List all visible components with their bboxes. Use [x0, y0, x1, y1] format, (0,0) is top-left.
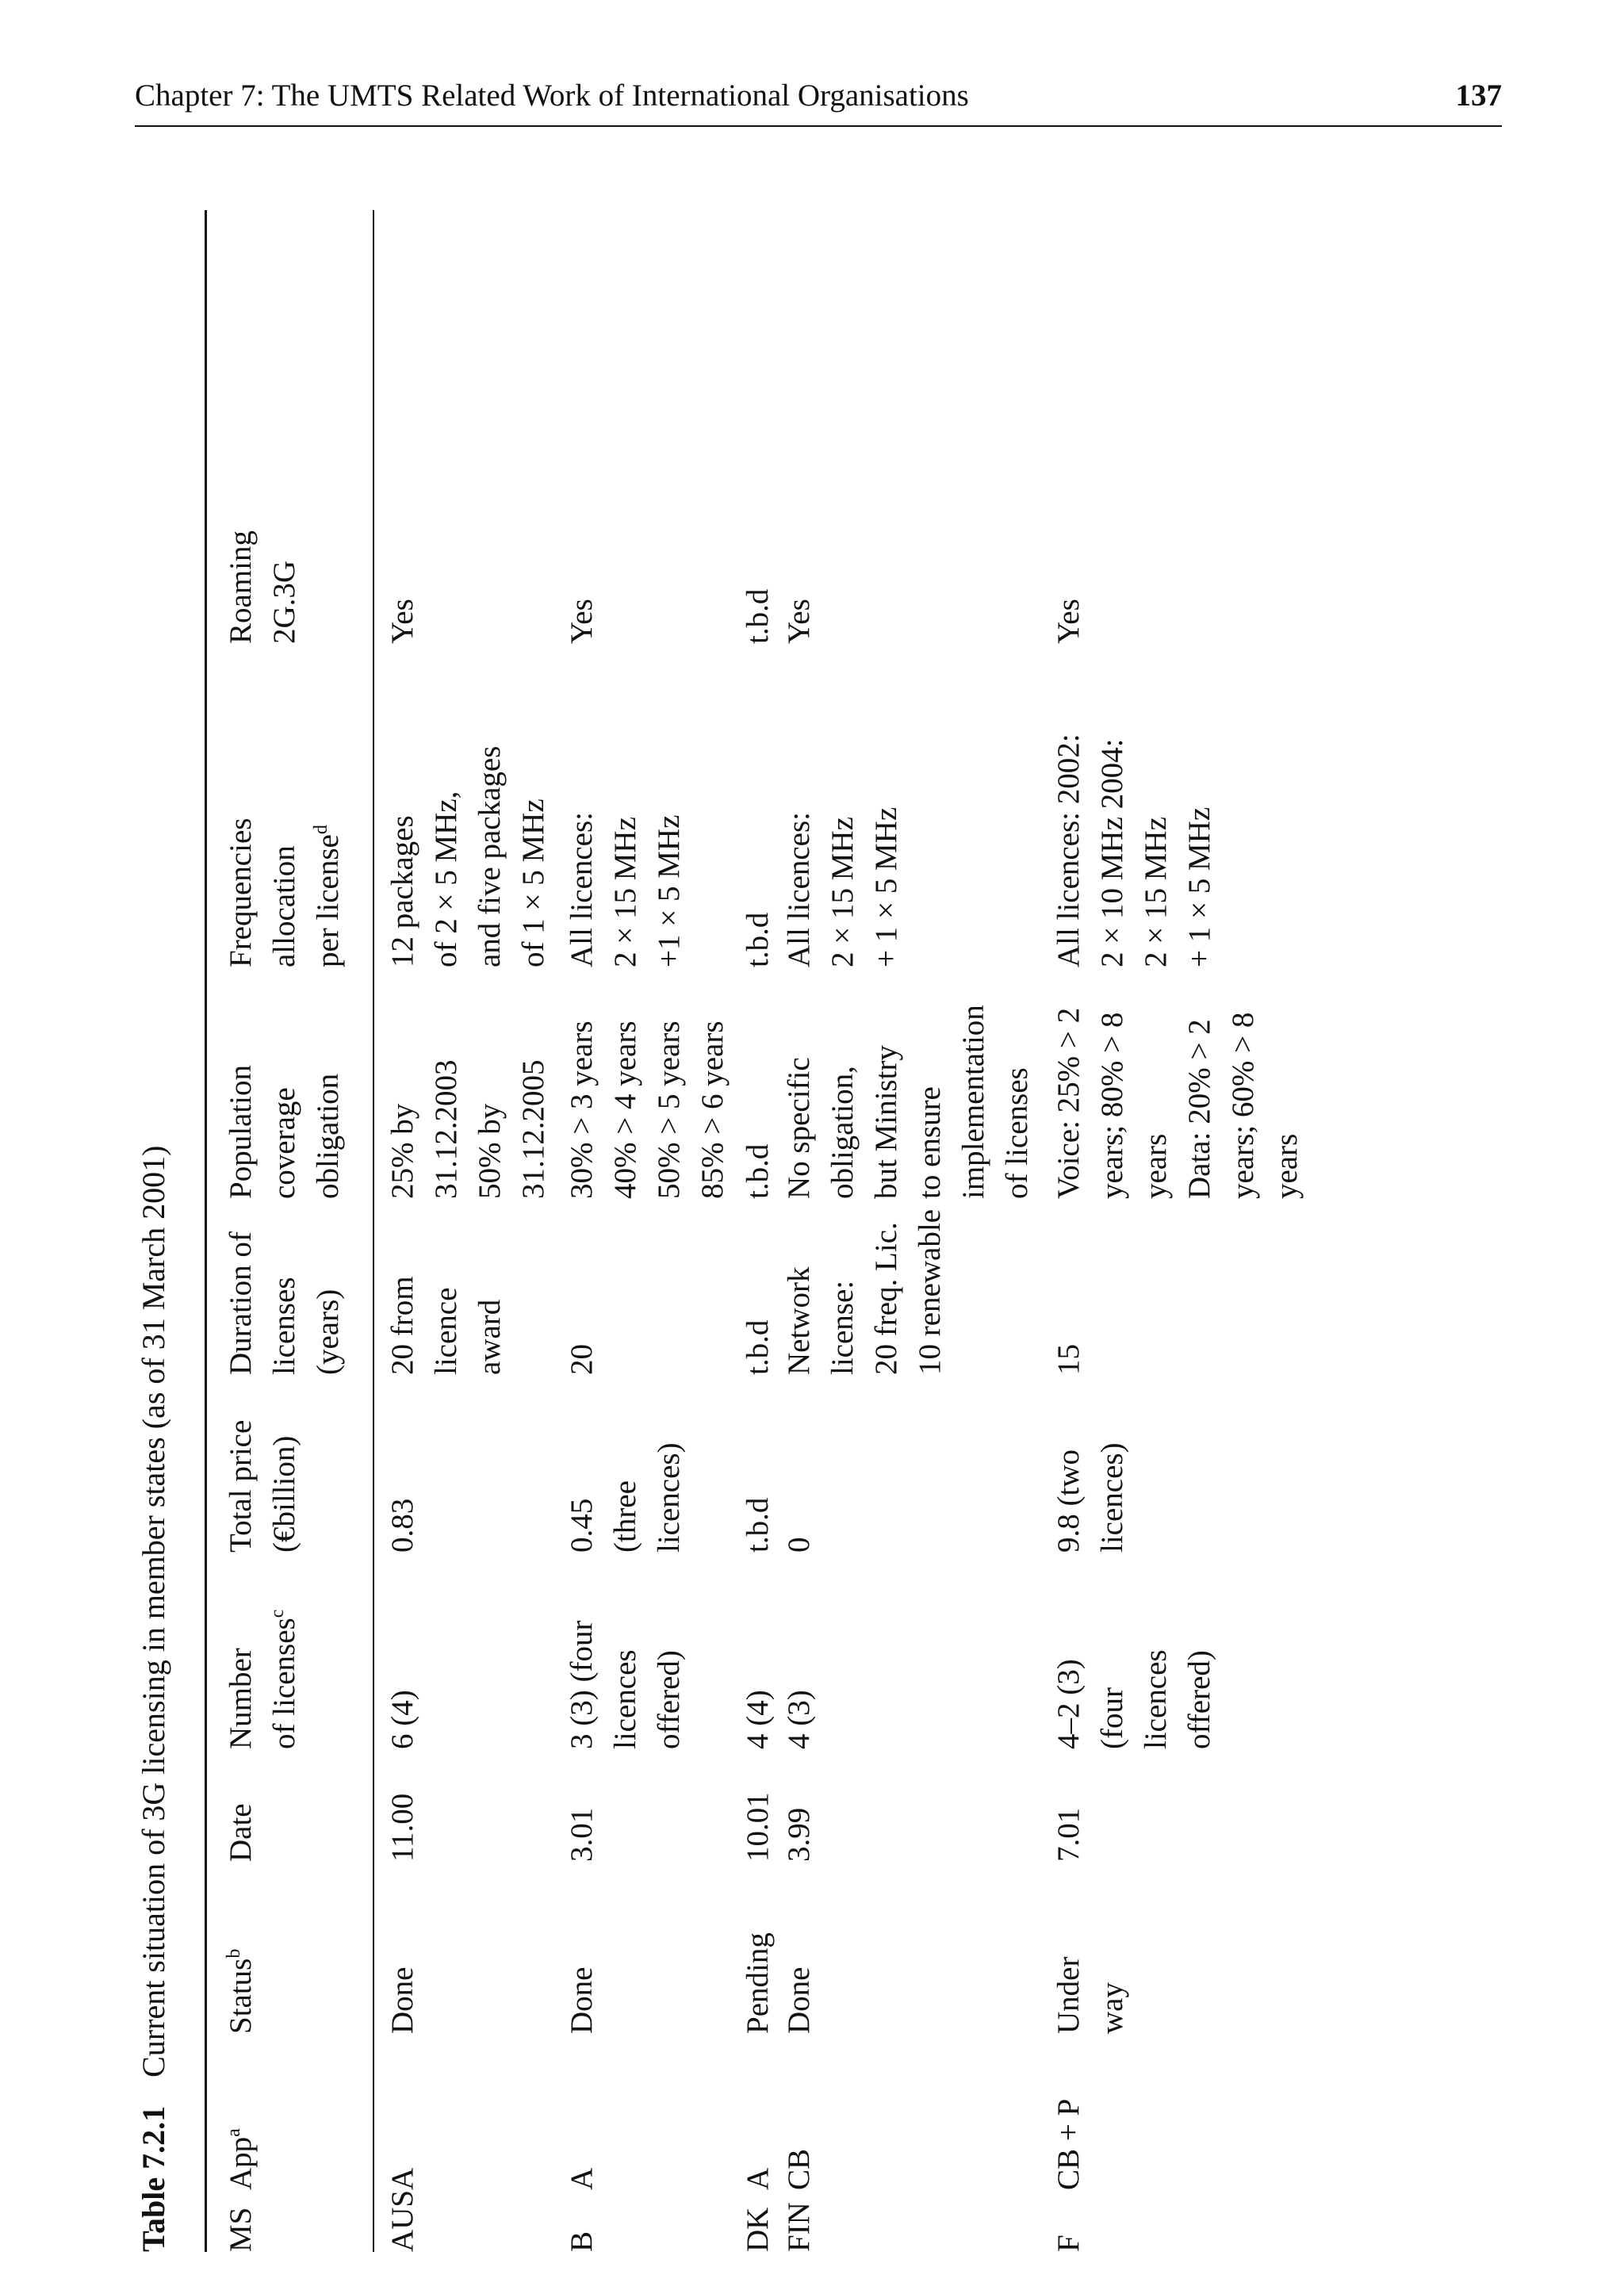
cell-price: 9.8 (two licences) — [1051, 1442, 1129, 1553]
col-header-frequencies — [219, 818, 350, 967]
cell-population: Voice: 25% > 2 years; 80% > 8 years Data: 20% > 2 years; 60% > 8 years — [1051, 1007, 1304, 1199]
cell-ms: AUS — [385, 2189, 419, 2252]
cell-price: 0 — [782, 1537, 816, 1553]
cell-app: A — [565, 2167, 599, 2190]
cell-price: 0.45 (three licences) — [565, 1442, 686, 1553]
cell-duration: 20 from licence award — [385, 1276, 507, 1375]
col-header-date: Date — [224, 1803, 258, 1862]
cell-app: CB + P — [1051, 2098, 1086, 2190]
footnote-mark-b: b — [224, 1948, 244, 1959]
table-caption — [135, 1146, 172, 2252]
cell-app: A — [385, 2167, 419, 2190]
cell-price: 0.83 — [385, 1498, 419, 1553]
cell-number: 4 (3) — [782, 1690, 816, 1749]
cell-number: 6 (4) — [385, 1690, 419, 1749]
cell-roaming: t.b.d — [741, 588, 775, 644]
footnote-mark-c: c — [267, 1609, 288, 1618]
cell-date: 10.01 — [741, 1792, 775, 1862]
table-label: Table 7.2.1 — [136, 2105, 171, 2252]
cell-app: A — [741, 2167, 775, 2190]
col-header-app — [219, 2128, 262, 2190]
cell-status: Pending — [741, 1932, 775, 2034]
cell-roaming: Yes — [385, 599, 419, 644]
cell-frequencies: 12 packages of 2 × 5 MHz, and five packages of 1 × 5 MHz — [385, 745, 550, 967]
table-top-rule — [205, 210, 207, 2252]
cell-population: t.b.d — [741, 1143, 775, 1199]
cell-date: 7.01 — [1051, 1807, 1086, 1862]
col-header-population: Population coverage obligation — [224, 1064, 345, 1199]
col-header-number — [219, 1610, 306, 1749]
col-header-roaming: Roaming 2G.3G — [224, 530, 301, 644]
cell-population: 30% > 3 years 40% > 4 years 50% > 5 years 85% > 6 years — [565, 1021, 730, 1199]
cell-duration: 15 — [1051, 1344, 1086, 1375]
cell-ms: B — [565, 2231, 599, 2252]
cell-population: No specific obligation, but Ministry to ensure implementation of licenses — [782, 1005, 1034, 1199]
cell-roaming: Yes — [565, 599, 599, 644]
table-header-rule — [373, 210, 374, 2252]
cell-duration: Network license: 20 freq. Lic. 10 renewable — [782, 1209, 947, 1375]
cell-ms: FIN — [782, 2202, 816, 2252]
cell-number: 3 (3) (four licences offered) — [565, 1620, 686, 1749]
table-caption-text: Current situation of 3G licensing in member states (as of 31 March 2001) — [136, 1145, 171, 2077]
cell-date: 3.01 — [565, 1807, 599, 1862]
col-header-frequencies-text: Frequencies allocation per license — [224, 818, 345, 967]
cell-frequencies: t.b.d — [741, 912, 775, 967]
cell-number: 4–2 (3) (four licences offered) — [1051, 1649, 1216, 1749]
cell-date: 11.00 — [385, 1793, 419, 1862]
cell-ms: F — [1051, 2234, 1086, 2252]
cell-duration: t.b.d — [741, 1319, 775, 1375]
col-header-status-text: Status — [224, 1958, 258, 2034]
col-header-duration: Duration of licenses (years) — [224, 1231, 345, 1375]
footnote-mark-d: d — [311, 825, 331, 835]
cell-duration: 20 — [565, 1344, 599, 1375]
running-header — [135, 78, 1502, 127]
chapter-title: Chapter 7: The UMTS Related Work of International Organisations — [135, 79, 969, 113]
cell-status: Done — [565, 1966, 599, 2034]
col-header-app-text: App — [224, 2136, 258, 2190]
footnote-mark-a: a — [224, 2128, 244, 2137]
cell-frequencies: All licences: 2 × 15 MHz + 1 × 5 MHz — [782, 806, 903, 967]
cell-price: t.b.d — [741, 1497, 775, 1553]
cell-population: 25% by 31.12.2003 50% by 31.12.2005 — [385, 1059, 550, 1199]
cell-frequencies: All licences: 2002: 2 × 10 MHz 2004: 2 × 15 MHz + 1 × 5 MHz — [1051, 733, 1216, 967]
col-header-status — [219, 1949, 262, 2034]
cell-roaming: Yes — [1051, 599, 1086, 644]
page-number: 137 — [1455, 79, 1502, 113]
cell-status: Done — [385, 1966, 419, 2034]
col-header-number-text: Number of licenses — [224, 1618, 301, 1749]
cell-status: Done — [782, 1966, 816, 2034]
cell-frequencies: All licences: 2 × 15 MHz +1 × 5 MHz — [565, 811, 686, 967]
cell-number: 4 (4) — [741, 1690, 775, 1749]
cell-date: 3.99 — [782, 1807, 816, 1862]
cell-roaming: Yes — [782, 599, 816, 644]
cell-ms: DK — [741, 2207, 775, 2252]
rotated-table-block — [135, 190, 1522, 2252]
col-header-ms: MS — [224, 2207, 258, 2252]
col-header-price: Total price (€billion) — [224, 1419, 301, 1553]
cell-status: Under way — [1051, 1956, 1129, 2034]
cell-app: CB — [782, 2148, 816, 2190]
